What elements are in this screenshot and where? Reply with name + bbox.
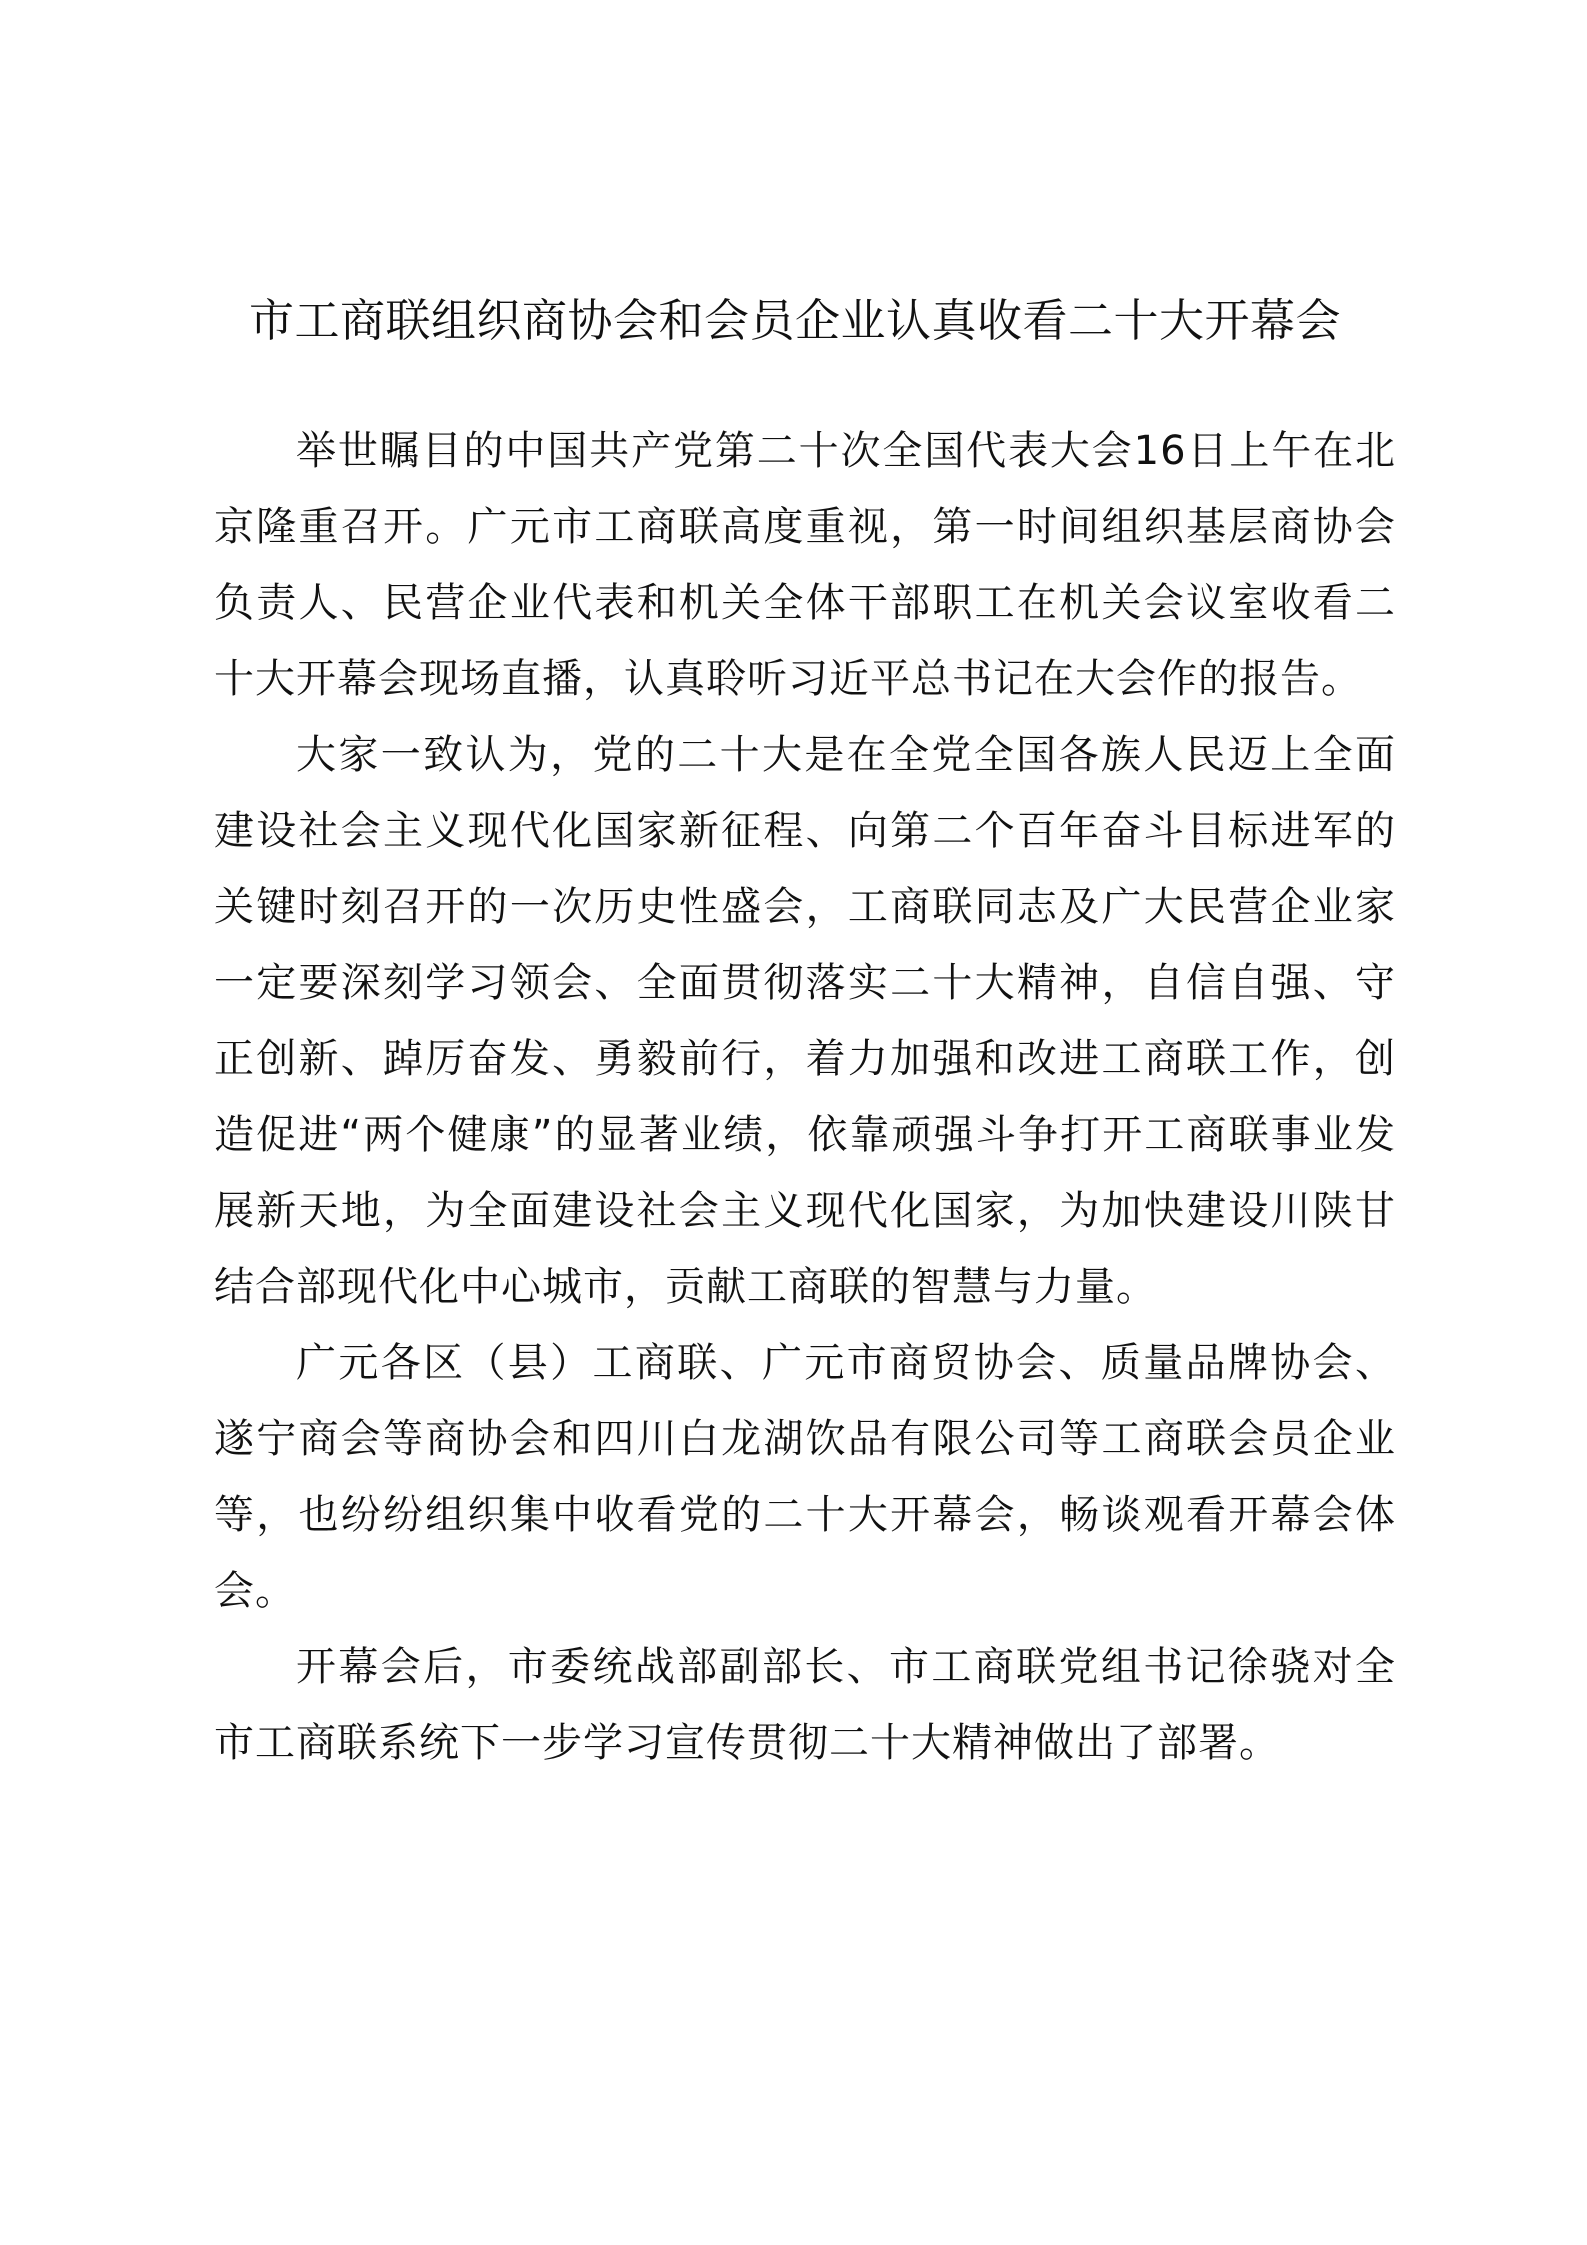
document-body	[214, 413, 1396, 1781]
paragraph-1: 举世瞩目的中国共产党第二十次全国代表大会16日上午在北京隆重召开。广元市工商联高度重视，第一时间组织基层商协会负责人、民营企业代表和机关全体干部职工在机关会议室收看二十大开幕会现场直播，认真聆听习近平总书记在大会作的报告。	[214, 428, 1396, 702]
paragraph-2: 大家一致认为，党的二十大是在全党全国各族人民迈上全面建设社会主义现代化国家新征程、向第二个百年奋斗目标进军的关键时刻召开的一次历史性盛会，工商联同志及广大民营企业家一定要深刻学习领会、全面贯彻落实二十大精神，自信自强、守正创新、踔厉奋发、勇毅前行，着力加强和改进工商联工作，创造促进“两个健康”的显著业绩，依靠顽强斗争打开工商联事业发展新天地，为全面建设社会主义现代化国家，为加快建设川陕甘结合部现代化中心城市，贡献工商联的智慧与力量。	[214, 732, 1396, 1310]
paragraph-4: 开幕会后，市委统战部副部长、市工商联党组书记徐骁对全市工商联系统下一步学习宣传贯彻二十大精神做出了部署。	[214, 1644, 1396, 1766]
paragraph-3: 广元各区（县）工商联、广元市商贸协会、质量品牌协会、遂宁商会等商协会和四川白龙湖饮品有限公司等工商联会员企业等，也纷纷组织集中收看党的二十大开幕会，畅谈观看开幕会体会。	[214, 1340, 1396, 1614]
document-title: 市工商联组织商协会和会员企业认真收看二十大开幕会	[248, 294, 1341, 347]
